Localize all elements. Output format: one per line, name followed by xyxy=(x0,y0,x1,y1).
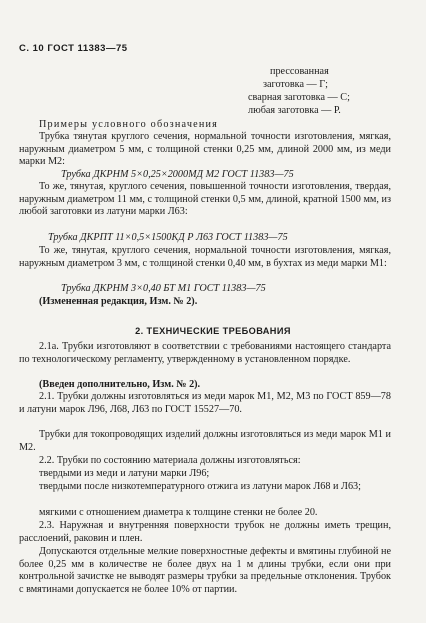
blank-pressed: прессованная xyxy=(270,66,329,77)
example-2-designation: Трубка ДКРПТ 11×0,5×1500КД Р Л63 ГОСТ 11383—75 xyxy=(48,232,288,243)
clause-conductive: Трубки для токопроводящих изделий должны изготовляться из меди марок М1 и М2. xyxy=(19,429,391,453)
clause-2-3: 2.3. Наружная и внутренняя поверхности трубок не должны иметь трещин, расслоений, раковин и плен. xyxy=(19,520,391,544)
added-note: (Введен дополнительно, Изм. № 2). xyxy=(39,379,201,390)
examples-title: Примеры условного обозначения xyxy=(39,119,219,130)
clause-defects: Допускаются отдельные мелкие поверхностные дефекты и вмятины глубиной не более 0,25 мм в количестве не более двух на 1 м длины трубки, если они при контрольной зачистке не выводят размеры трубки за предельные отклонения. Трубок с вмятинами допускается не более 10% от партии. xyxy=(19,546,391,596)
section-title: 2. ТЕХНИЧЕСКИЕ ТРЕБОВАНИЯ xyxy=(135,326,291,336)
example-1-text: Трубка тянутая круглого сечения, нормальной точности изготовления, мягкая, наружным диаметром 5 мм, с толщиной стенки 0,25 мм, длиной 2000 мм, из меди марки М2: xyxy=(19,131,391,168)
clause-hard: твердыми из меди и латуни марки Л96; xyxy=(39,468,210,479)
example-3-designation: Трубка ДКРНМ 3×0,40 БТ М1 ГОСТ 11383—75 xyxy=(61,283,266,294)
blank-any: любая заготовка — Р. xyxy=(248,105,341,116)
revision-note: (Измененная редакция, Изм. № 2). xyxy=(39,296,198,307)
page-header: С. 10 ГОСТ 11383—75 xyxy=(19,43,128,54)
clause-2-1a: 2.1а. Трубки изготовляют в соответствии с требованиями настоящего стандарта по технологическому регламенту, утвержденному в установленном порядке. xyxy=(19,341,391,365)
blank-pressed-code: заготовка — Г; xyxy=(263,79,328,90)
example-3-text: То же, тянутая, круглого сечения, нормальной точности изготовления, мягкая, наружным диаметром 3 мм, с толщиной стенки 0,40 мм, в бухтах из меди марки М1: xyxy=(19,245,391,269)
blank-welded: сварная заготовка — С; xyxy=(248,92,350,103)
clause-lowtemp: твердыми после низкотемпературного отжига из латуни марок Л68 и Л63; xyxy=(39,481,361,492)
example-2-text: То же, тянутая, круглого сечения, повышенной точности изготовления, твердая, наружным диаметром 11 мм, с толщиной стенки 0,5 мм, длиной, кратной 1500 мм, из любой заготовки из латуни марки Л63: xyxy=(19,181,391,218)
clause-2-2: 2.2. Трубки по состоянию материала должны изготовляться: xyxy=(39,455,301,466)
clause-2-1: 2.1. Трубки должны изготовляться из меди марок М1, М2, М3 по ГОСТ 859—78 и латуни марок Л96, Л68, Л63 по ГОСТ 15527—70. xyxy=(19,391,391,415)
example-1-designation: Трубка ДКРНМ 5×0,25×2000МД М2 ГОСТ 11383—75 xyxy=(61,169,294,180)
clause-soft: мягкими с отношением диаметра к толщине стенки не более 20. xyxy=(39,507,318,518)
